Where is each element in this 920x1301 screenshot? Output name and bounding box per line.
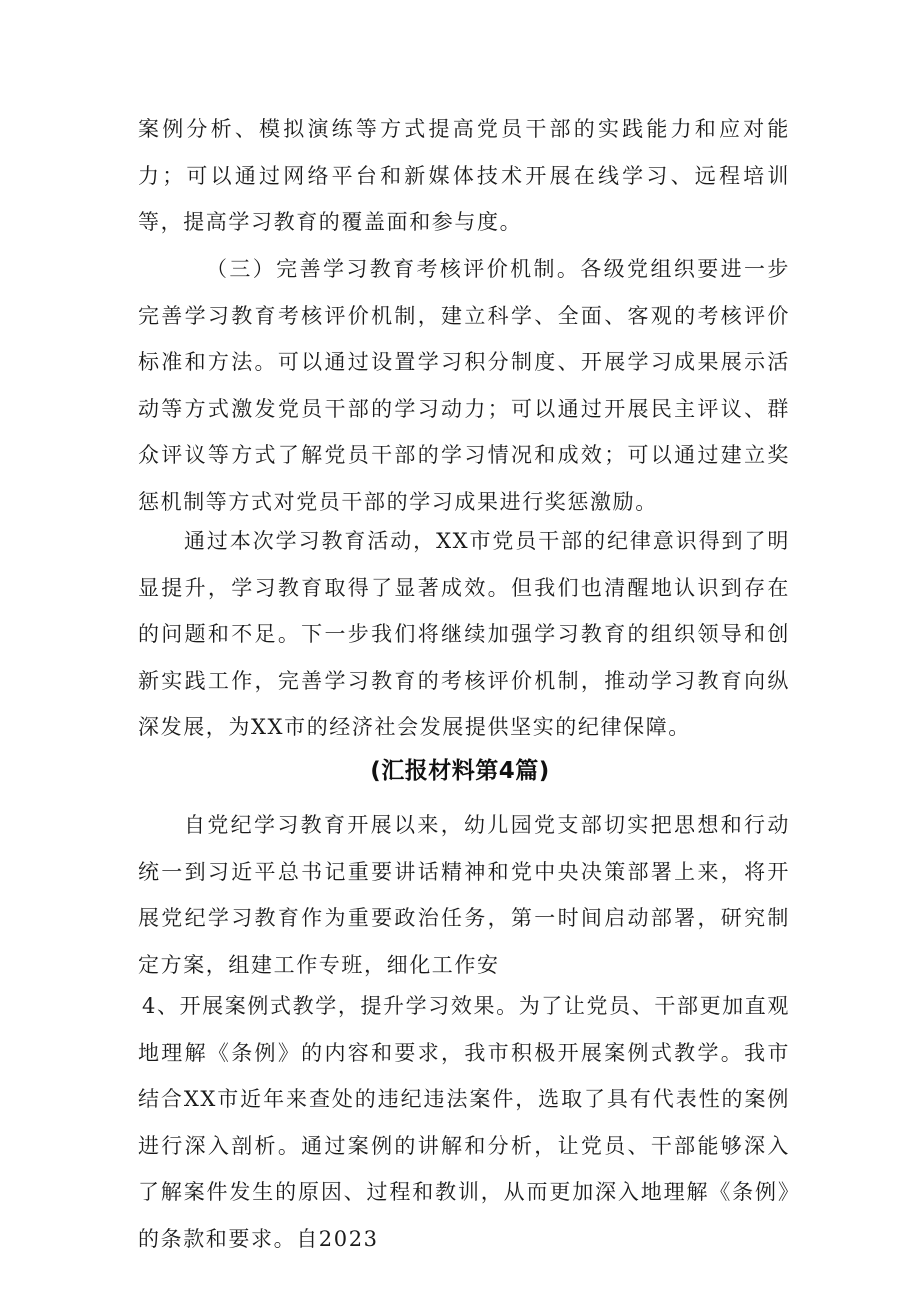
section-heading: (汇报材料第4篇) [370, 758, 550, 784]
paragraph-kindergarten-branch: 自党纪学习教育开展以来，幼儿园党支部切实把思想和行动统一到习近平总书记重要讲话精神和党中央决策部署上来，将开展党纪学习教育作为重要政治任务，第一时间启动部署，研究制定方案，组建工作专班，细化工作安 [138, 813, 790, 977]
paragraph-assessment-mechanism: （三）完善学习教育考核评价机制。各级党组织要进一步完善学习教育考核评价机制，建立科学、全面、客观的考核评价标准和方法。可以通过设置学习积分制度、开展学习成果展示活动等方式激发党员干部的学习动力；可以通过开展民主评议、群众评议等方式了解党员干部的学习情况和成效；可以通过建立奖惩机制等方式对党员干部的学习成果进行奖惩激励。 [138, 257, 790, 514]
paragraph-conclusion: 通过本次学习教育活动，XX市党员干部的纪律意识得到了明显提升，学习教育取得了显著成效。但我们也清醒地认识到存在的问题和不足。下一步我们将继续加强学习教育的组织领导和创新实践工作，完善学习教育的考核评价机制，推动学习教育向纵深发展，为XX市的经济社会发展提供坚实的纪律保障。 [138, 529, 790, 739]
paragraph-practice-methods: 案例分析、模拟演练等方式提高党员干部的实践能力和应对能力；可以通过网络平台和新媒体技术开展在线学习、远程培训等，提高学习教育的覆盖面和参与度。 [138, 117, 790, 234]
paragraph-case-teaching: 4、开展案例式教学，提升学习效果。为了让党员、干部更加直观地理解《条例》的内容和要求，我市积极开展案例式教学。我市结合XX市近年来查处的违纪违法案件，选取了具有代表性的案例进行深入剖析。通过案例的讲解和分析，让党员、干部能够深入了解案件发生的原因、过程和教训，从而更加深入地理解《条例》的条款和要求。自2023 [138, 994, 790, 1251]
